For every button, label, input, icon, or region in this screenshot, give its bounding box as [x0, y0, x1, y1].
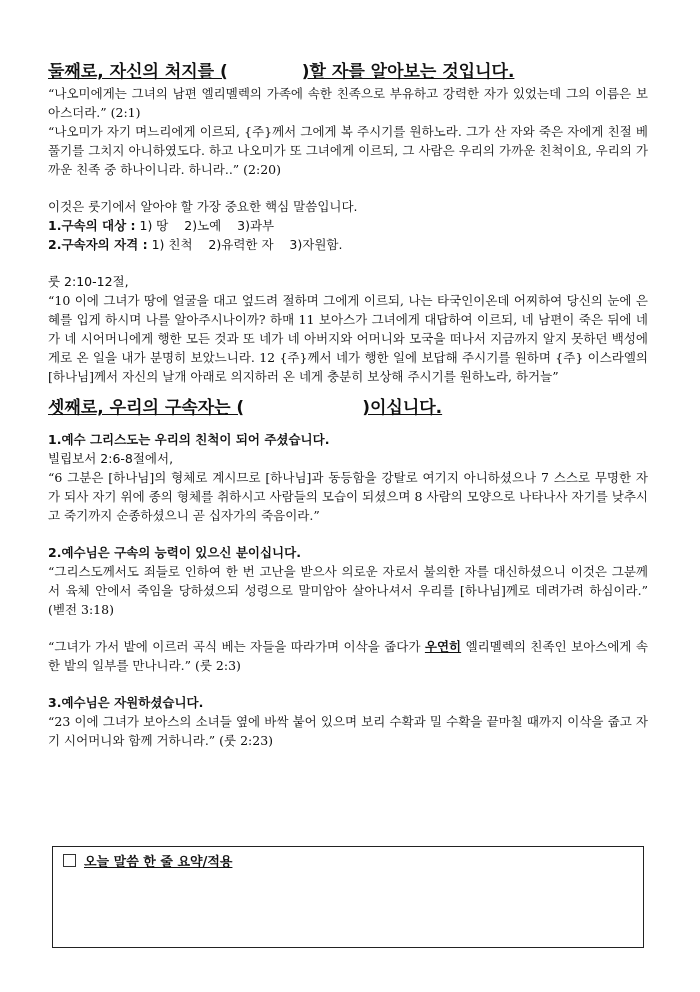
summary-box[interactable]	[52, 846, 644, 948]
scripture-quote: “23 이에 그녀가 보아스의 소녀들 옆에 바싹 붙어 있으며 보리 수확과 밀 수확을 끝마칠 때까지 이삭을 줍고 자기 시어머니와 함께 거하니라.” (룻 2:23)	[48, 714, 648, 748]
scripture-quote: “나오미에게는 그녀의 남편 엘리멜렉의 가족에 속한 친족으로 부유하고 강력한 자가 있었는데 그의 이름은 보아스더라.” (2:1)	[48, 86, 648, 120]
scripture-quote: “그리스도께서도 죄들로 인하여 한 번 고난을 받으사 의로운 자로서 불의한 자를 대신하셨으니 이것은 그분께서 육체 안에서 죽임을 당하셨으되 성령으로 말미암아 살아나셔서 우리를 [하나님]께로 데려가려 하심이라.” (벧전 3:18)	[48, 564, 648, 617]
scripture-quote: “나오미가 자기 며느리에게 이르되, {주}께서 그에게 복 주시기를 원하노라. 그가 산 자와 죽은 자에게 친절 베풀기를 그치지 아니하였도다. 하고 나오미가 또 그녀에게 이르되, 그 사람은 우리의 가까운 친척이요, 우리의 가까운 친족 중 하나이니라. 하니라..” (2:20)	[48, 124, 648, 177]
list-item: 2.구속자의 자격 : 1) 친척 2)유력한 자 3)자원함.	[48, 237, 343, 252]
emphasized-word: 우연히	[424, 639, 462, 654]
document-body	[48, 60, 648, 750]
scripture-reference: 룻 2:10-12절,	[48, 274, 129, 289]
scripture-quote: “10 이에 그녀가 땅에 얼굴을 대고 엎드려 절하며 그에게 이르되, 나는 타국인이온데 어찌하여 당신의 눈에 은혜를 입게 하시며 나를 알아주시나이까? 하매 11 보아스가 그녀에게 대답하여 이르되, 네 남편이 죽은 뒤에 네가 네 시어머니에게 행한 모든 것과 또 네가 네 아버지와 어머니와 모국을 떠나서 지금까지 알지 못하던 백성에게로 온 일을 내가 분명히 보았느니라. 12 {주}께서 네가 행한 일에 보답해 주시기를 원하며 {주} 이스라엘의 [하나님]께서 자신의 날개 아래로 의지하러 온 네게 충분히 보상해 주시기를 원하노라, 하거늘”	[48, 293, 648, 384]
scripture-quote: “6 그분은 [하나님]의 형체로 계시므로 [하나님]과 동등함을 강탈로 여기지 아니하셨으나 7 스스로 무명한 자가 되사 자기 위에 종의 형체를 취하시고 사람들의 모습이 되셨으며 8 사람의 모양으로 나타나사 자기를 낮추시고 죽기까지 순종하셨으니 곧 십자가의 죽음이라.”	[48, 470, 648, 523]
checkbox-icon[interactable]	[63, 854, 76, 867]
list-item: 1.구속의 대상 : 1) 땅 2)노예 3)과부	[48, 218, 275, 233]
subheading: 1.예수 그리스도는 우리의 친척이 되어 주셨습니다.	[48, 432, 330, 447]
section2-heading: 둘째로, 자신의 처지를 ( )할 자를 알아보는 것입니다.	[48, 62, 515, 82]
scripture-quote: “그녀가 가서 밭에 이르러 곡식 베는 자들을 따라가며 이삭을 줍다가 우연히 엘리멜렉의 친족인 보아스에게 속한 밭의 일부를 만나니라.” (룻 2:3)	[48, 639, 648, 673]
subheading: 3.예수님은 자원하셨습니다.	[48, 695, 204, 710]
section3-heading: 셋째로, 우리의 구속자는 ( )이십니다.	[48, 398, 443, 418]
scripture-reference: 빌립보서 2:6-8절에서,	[48, 451, 174, 466]
summary-title: 오늘 말씀 한 줄 요약/적용	[63, 851, 232, 870]
key-statement: 이것은 룻기에서 알아야 할 가장 중요한 핵심 말씀입니다.	[48, 199, 358, 214]
subheading: 2.예수님은 구속의 능력이 있으신 분이십니다.	[48, 545, 301, 560]
